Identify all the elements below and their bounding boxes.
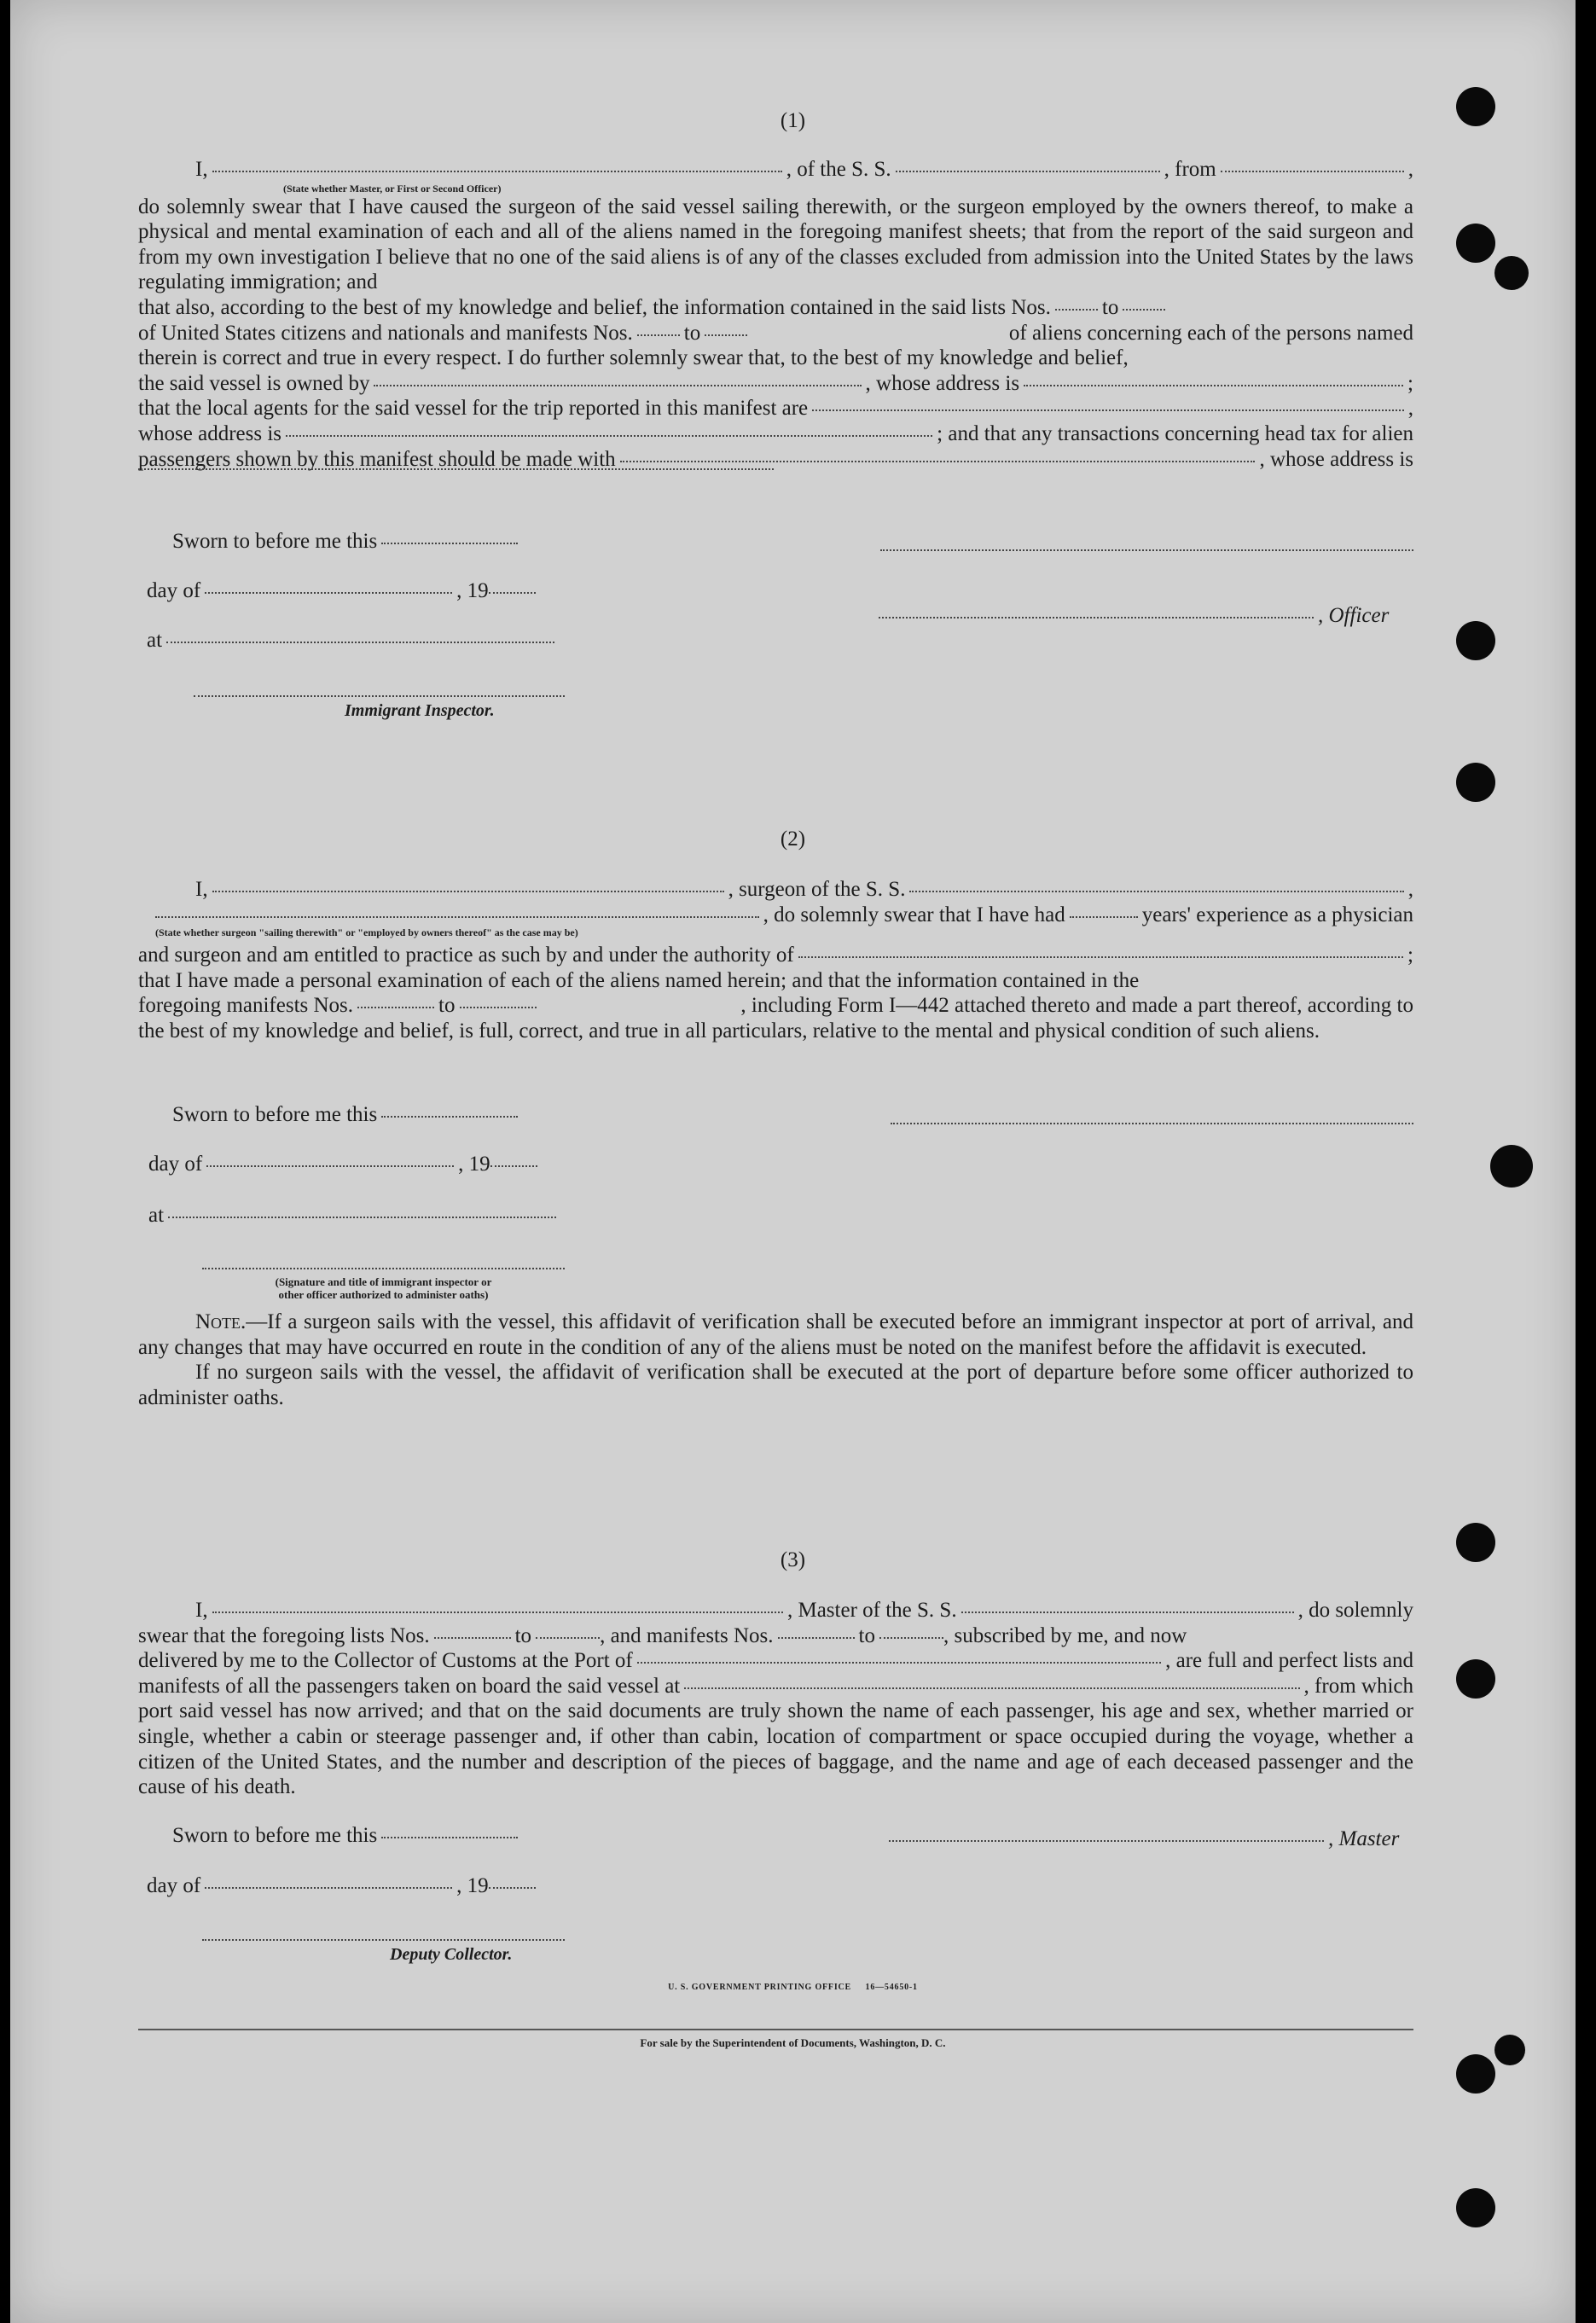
surgeon-name-field[interactable]: [212, 891, 724, 892]
sec2-line2-b: years' experience as a physician: [1141, 903, 1413, 926]
lists-to-field[interactable]: [1123, 309, 1165, 311]
sec2-authority-text: and surgeon and am entitled to practice as such by and under the authority of: [138, 944, 794, 967]
sec2-form-text: , including Form I—442 attached thereto and made a part thereof, according to: [740, 994, 1413, 1018]
officer-signature-field[interactable]: [879, 617, 1314, 618]
port-field[interactable]: [637, 1662, 1161, 1664]
sec3-vessel-field[interactable]: [961, 1612, 1294, 1613]
agent-address-field[interactable]: [286, 435, 932, 437]
sec3-line1-c: , do solemnly: [1297, 1599, 1413, 1622]
owner-address-field[interactable]: [1024, 385, 1403, 386]
punch-hole: [1456, 224, 1495, 263]
sec3-sworn-line: Sworn to before me this: [172, 1824, 522, 1850]
sec3-month-field[interactable]: [205, 1887, 452, 1889]
sec3-port-text: delivered by me to the Collector of Customs at the Port of: [138, 1649, 633, 1673]
sec2-sworn-day-field[interactable]: [381, 1116, 518, 1118]
section-2-body: [138, 877, 1413, 1044]
sec3-paragraph-end: port said vessel has now arrived; and that on the said documents are truly shown the name of each passenger, his age and sex, whether married or single, whether a cabin or steerage passenger and, if other than cabin, location of compartment or space occupied during the voyage, whether a citizen of the United States, and the number and description of the pieces of baggage, and the name and age of each deceased passenger and the cause of his death.: [138, 1699, 1413, 1799]
punch-hole: [1456, 763, 1495, 802]
sale-notice: For sale by the Superintendent of Documents, Washington, D. C.: [640, 2036, 946, 2049]
authority-field[interactable]: [798, 956, 1403, 958]
sec1-signature-line-right[interactable]: [880, 549, 1413, 551]
vessel-name-field[interactable]: [896, 171, 1160, 172]
sec1-owned-text: the said vessel is owned by: [138, 371, 370, 395]
sec2-line1-end: ,: [1407, 878, 1413, 901]
footer-rule: [138, 2029, 1413, 2030]
section-1-heading: (1): [780, 109, 806, 132]
surgeon-status-note: (State whether surgeon "sailing therewith" or "employed by owners thereof" as the case may be): [155, 926, 578, 938]
sec3-lists-to-field[interactable]: [536, 1637, 600, 1639]
sec1-owner-end: ;: [1407, 371, 1413, 395]
sec2-inspector-signature-line[interactable]: [202, 1268, 565, 1269]
master-name-field[interactable]: [212, 1612, 783, 1613]
sec2-examination-text: that I have made a personal examination of each of the aliens named herein; and that the information contained in the: [138, 968, 1140, 992]
sec3-lists-to: to: [514, 1623, 532, 1647]
sec1-lists-text: that also, according to the best of my knowledge and belief, the information contained in the said lists Nos.: [138, 295, 1051, 319]
years-experience-field[interactable]: [1070, 916, 1138, 918]
sec1-lists-to: to: [1101, 295, 1119, 319]
sec1-manifests-tail: of aliens concerning each of the persons named: [1008, 321, 1413, 345]
sec2-at-line: at: [148, 1204, 560, 1229]
sec3-lists-full-text: , are full and perfect lists and: [1165, 1649, 1413, 1673]
sec2-year-field[interactable]: [490, 1165, 537, 1167]
sec2-signature-note: (Signature and title of immigrant inspector or other officer authorized to administer oaths): [275, 1275, 492, 1301]
sec1-agents-end: ,: [1407, 397, 1413, 421]
place-field[interactable]: [166, 642, 554, 643]
sec3-line1-a: I,: [195, 1599, 208, 1622]
officer-name-field[interactable]: [212, 171, 782, 172]
sec2-manifests-to-field[interactable]: [460, 1007, 537, 1008]
punch-hole: [1456, 1659, 1495, 1699]
sec1-officer-line: , Officer: [879, 604, 1389, 630]
section-3-body: [138, 1598, 1413, 1800]
sec1-line1-end: ,: [1407, 158, 1413, 181]
sec2-manifests-text: foregoing manifests Nos.: [138, 994, 354, 1018]
manifests-to-field[interactable]: [705, 334, 747, 336]
sec3-manifests-to: to: [858, 1623, 875, 1647]
sec2-vessel-field[interactable]: [909, 891, 1403, 892]
sec1-owner-address-text: , whose address is: [865, 371, 1020, 395]
sec3-lists-from-field[interactable]: [434, 1637, 511, 1639]
punch-hole: [1494, 256, 1529, 290]
sec1-agent-address-text: whose address is: [138, 421, 282, 445]
sec1-passengers-text: passengers shown by this manifest should be made with: [138, 447, 616, 471]
boarding-port-field[interactable]: [684, 1687, 1299, 1689]
head-tax-contact-field[interactable]: [620, 461, 1256, 462]
note-2: If no surgeon sails with the vessel, the affidavit of verification shall be executed at the port of departure before some officer authorized to administer oaths.: [138, 1361, 1413, 1409]
punch-hole: [1456, 2188, 1495, 2227]
sec2-day-line: day of , 19: [148, 1153, 542, 1178]
sec3-manifests-to-field[interactable]: [879, 1637, 943, 1639]
surgeon-status-field[interactable]: [155, 916, 759, 918]
note-text: —If a surgeon sails with the vessel, this affidavit of verification shall be executed before an immigrant inspector at port of arrival, and any changes that may have occurred en route in the condition of any of the aliens must be noted on the manifest before the affidavit is executed.: [138, 1310, 1413, 1359]
inspector-signature-line[interactable]: [194, 695, 565, 697]
sec2-sworn-line: Sworn to before me this: [172, 1103, 522, 1129]
sec1-head-tax-text: ; and that any transactions concerning head tax for alien: [937, 421, 1413, 445]
officer-rank-note: (State whether Master, or First or Second Officer): [283, 183, 502, 195]
manifests-from-field[interactable]: [637, 334, 680, 336]
note-block: [138, 1310, 1413, 1410]
lists-from-field[interactable]: [1055, 309, 1098, 311]
local-agents-field[interactable]: [812, 409, 1404, 411]
sec3-manifests-text: , and manifests Nos.: [600, 1623, 774, 1647]
sec2-month-field[interactable]: [206, 1165, 454, 1167]
sec1-at-line: at: [147, 629, 559, 654]
collector-signature-line[interactable]: [202, 1939, 565, 1941]
sec3-sworn-day-field[interactable]: [381, 1837, 518, 1838]
sec2-paragraph-end: the best of my knowledge and belief, is full, correct, and true in all particulars, relative to the mental and physical condition of such aliens.: [138, 1019, 1320, 1042]
sec2-authority-end: ;: [1407, 944, 1413, 967]
sec3-line1-b: , Master of the S. S.: [786, 1599, 957, 1622]
sec1-agents-text: that the local agents for the said vessel for the trip reported in this manifest are: [138, 397, 809, 421]
immigrant-inspector-caption: Immigrant Inspector.: [345, 701, 495, 720]
sec3-manifests-from-field[interactable]: [778, 1637, 855, 1639]
sec3-from-which-text: , from which: [1303, 1674, 1413, 1698]
sec1-line1-a: I,: [195, 158, 208, 181]
sec3-master-line: , Master: [889, 1827, 1399, 1853]
form-page: [10, 0, 1576, 2323]
deputy-collector-caption: Deputy Collector.: [390, 1945, 513, 1964]
sec1-therein-text: therein is correct and true in every respect. I do further solemnly swear that, to the best of my knowledge and belief,: [138, 346, 1129, 370]
note-label: Note.: [195, 1310, 247, 1333]
sec1-paragraph-1: do solemnly swear that I have caused the surgeon of the said vessel sailing therewith, or the surgeon employed by the owners thereof, to make a physical and mental examination of each and all of the aliens named in the foregoing manifest sheets; that from the report of the said surgeon and from my own investigation I believe that no one of the said aliens is of any of the classes excluded from admission into the United States by the laws regulating immigration; and: [138, 195, 1413, 294]
owner-field[interactable]: [374, 385, 861, 386]
section-2-heading: (2): [780, 828, 806, 851]
year-field[interactable]: [489, 592, 536, 594]
sworn-day-field[interactable]: [381, 543, 518, 544]
section-3-heading: (3): [780, 1548, 806, 1571]
sec2-line1-a: I,: [195, 878, 208, 901]
sec3-subscribed-text: , subscribed by me, and now: [943, 1623, 1187, 1647]
punch-hole: [1490, 1145, 1533, 1188]
sec1-manifests-text: of United States citizens and nationals and manifests Nos.: [138, 321, 633, 345]
sec2-surgeon-signature-line[interactable]: [891, 1123, 1413, 1124]
sec2-manifests-to: to: [438, 994, 456, 1018]
sec3-lists-text: swear that the foregoing lists Nos.: [138, 1623, 430, 1647]
gpo-imprint: U. S. GOVERNMENT PRINTING OFFICE 16—54650-1: [668, 1983, 918, 1992]
from-port-field[interactable]: [1221, 171, 1404, 172]
sec2-place-field[interactable]: [168, 1217, 556, 1218]
sec2-line2-a: , do solemnly swear that I have had: [763, 903, 1065, 926]
sec2-line1-b: , surgeon of the S. S.: [728, 878, 906, 901]
sec3-year-field[interactable]: [489, 1887, 536, 1889]
month-field[interactable]: [205, 592, 452, 594]
sec1-day-line: day of , 19: [147, 579, 540, 605]
sec1-manifests-to: to: [683, 321, 701, 345]
sec1-sworn-line: Sworn to before me this: [172, 530, 522, 555]
sec2-manifests-from-field[interactable]: [357, 1007, 434, 1008]
contact-address-field[interactable]: [138, 468, 774, 470]
sec1-line1-b: , of the S. S.: [786, 158, 891, 181]
sec1-contact-address-text: , whose address is: [1259, 447, 1413, 471]
punch-hole: [1456, 2054, 1495, 2094]
sec3-boarded-text: manifests of all the passengers taken on board the said vessel at: [138, 1674, 681, 1698]
punch-hole: [1456, 621, 1495, 660]
sec1-line1-c: , from: [1164, 158, 1216, 181]
section-1-body: [138, 157, 1413, 497]
sec3-day-line: day of , 19: [147, 1874, 540, 1900]
master-signature-field[interactable]: [889, 1840, 1324, 1842]
